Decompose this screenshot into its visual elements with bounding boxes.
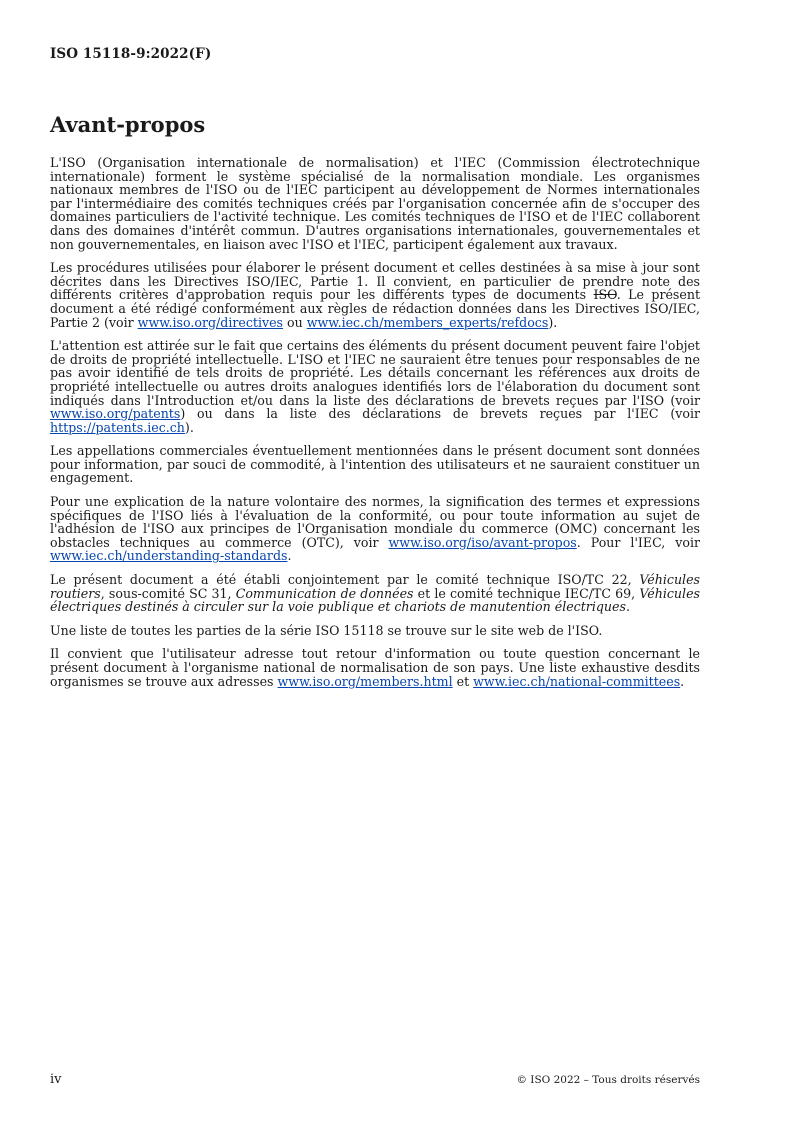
text: et	[452, 673, 474, 689]
paragraph-6	[50, 573, 700, 614]
text: et le comité technique IEC/TC 69,	[413, 585, 640, 601]
paragraph-2	[50, 261, 700, 329]
text: L'attention est attirée sur le fait que certains des éléments du présent document peuvent faire l'objet de droits de propriété intellectuelle. L'ISO et l'IEC ne sauraient être tenues pour responsables de ne pas avoir identifié de tels droits de propriété. Les détails concernant les références aux droits de propriété intellectuelle ou autres droits analogues identifiés lors de l'élaboration du document sont indiqués dans l'Introduction et/ou dans la liste des déclarations de brevets reçues par l'ISO (voir	[50, 338, 700, 408]
link-iec-patents[interactable]: https://patents.iec.ch	[50, 419, 185, 435]
italic-text: Communication de données	[235, 585, 414, 601]
italic-text: Véhicules routiers	[50, 572, 700, 601]
text: .	[287, 548, 292, 564]
text: Pour une explication de la nature volontaire des normes, la signification des termes et expressions spécifiques de l'ISO liés à l'évaluation de la conformité, ou pour toute information au sujet de l'adhésion de l'ISO aux principes de l'Organisation mondiale du commerce (OMC) concernant les obstacles techniques au commerce (OTC), voir	[50, 494, 700, 550]
paragraph-1: L'ISO (Organisation internationale de normalisation) et l'IEC (Commission électrotechnique internationale) forment le système spécialisé de la normalisation mondiale. Les organismes nationaux membres de l'ISO ou de l'IEC participent au développement de Normes internationales par l'intermédiaire des comités techniques créés par l'organisation concernée afin de s'occuper des domaines particuliers de l'activité technique. Les comités techniques de l'ISO et de l'IEC collaborent dans des domaines d'intérêt commun. D'autres organisations internationales, gouvernementales et non gouvernementales, en liaison avec l'ISO et l'IEC, participent également aux travaux.	[50, 155, 700, 252]
text: . Le présent document a été rédigé conformément aux règles de rédaction données dans les Directives ISO/IEC, Partie 2 (voir	[50, 287, 701, 330]
text: .	[680, 673, 685, 689]
paragraph-7: Une liste de toutes les parties de la série ISO 15118 se trouve sur le site web de l'ISO.	[50, 622, 603, 638]
link-iec-refdocs[interactable]: www.iec.ch/members_experts/refdocs	[306, 314, 549, 330]
text: . Pour l'IEC, voir	[576, 534, 700, 550]
link-iso-directives[interactable]: www.iso.org/directives	[137, 314, 284, 330]
text: ) ou dans la liste des déclarations de brevets reçues par l'IEC (voir	[180, 406, 700, 422]
link-iec-national-committees[interactable]: www.iec.ch/national-committees	[473, 673, 681, 689]
paragraph-5	[50, 495, 700, 563]
text: Les procédures utilisées pour élaborer le présent document et celles destinées à sa mise à jour sont décrites dans les Directives ISO/IEC, Partie 1. Il convient, en particulier de prendre note des différents critères d'approbation requis pour les différents types de documents	[50, 260, 700, 303]
page-number: iv	[50, 1072, 62, 1087]
text: .	[625, 599, 630, 615]
page-title: Avant-propos	[50, 112, 206, 137]
text: ).	[184, 419, 194, 435]
text: ).	[548, 314, 558, 330]
text: , sous-comité SC 31,	[100, 585, 236, 601]
link-iso-members[interactable]: www.iso.org/members.html	[277, 673, 453, 689]
paragraph-3	[50, 339, 700, 434]
document-id: ISO 15118-9:2022(F)	[50, 46, 212, 62]
italic-text: Véhicules électriques destinés à circuler sur la voie publique et chariots de manutention électriques	[50, 585, 700, 615]
link-iec-understanding-standards[interactable]: www.iec.ch/understanding-standards	[50, 548, 288, 564]
paragraph-8	[50, 647, 700, 688]
link-iso-avant-propos[interactable]: www.iso.org/iso/avant-propos	[388, 534, 577, 550]
text: Il convient que l'utilisateur adresse tout retour d'information ou toute question concernant le présent document à l'organisme national de normalisation de son pays. Une liste exhaustive desdits organismes se trouve aux adresses	[50, 646, 700, 689]
link-iso-patents[interactable]: www.iso.org/patents	[50, 406, 181, 422]
text: ou	[283, 314, 307, 330]
paragraph-4: Les appellations commerciales éventuellement mentionnées dans le présent document sont données pour information, par souci de commodité, à l'intention des utilisateurs et ne sauraient constituer un engagement.	[50, 443, 700, 486]
text: Le présent document a été établi conjointement par le comité technique ISO/TC 22,	[50, 572, 640, 588]
copyright-notice: © ISO 2022 – Tous droits réservés	[516, 1074, 700, 1086]
document-body	[50, 156, 700, 698]
struck-text: ISO	[593, 287, 617, 303]
